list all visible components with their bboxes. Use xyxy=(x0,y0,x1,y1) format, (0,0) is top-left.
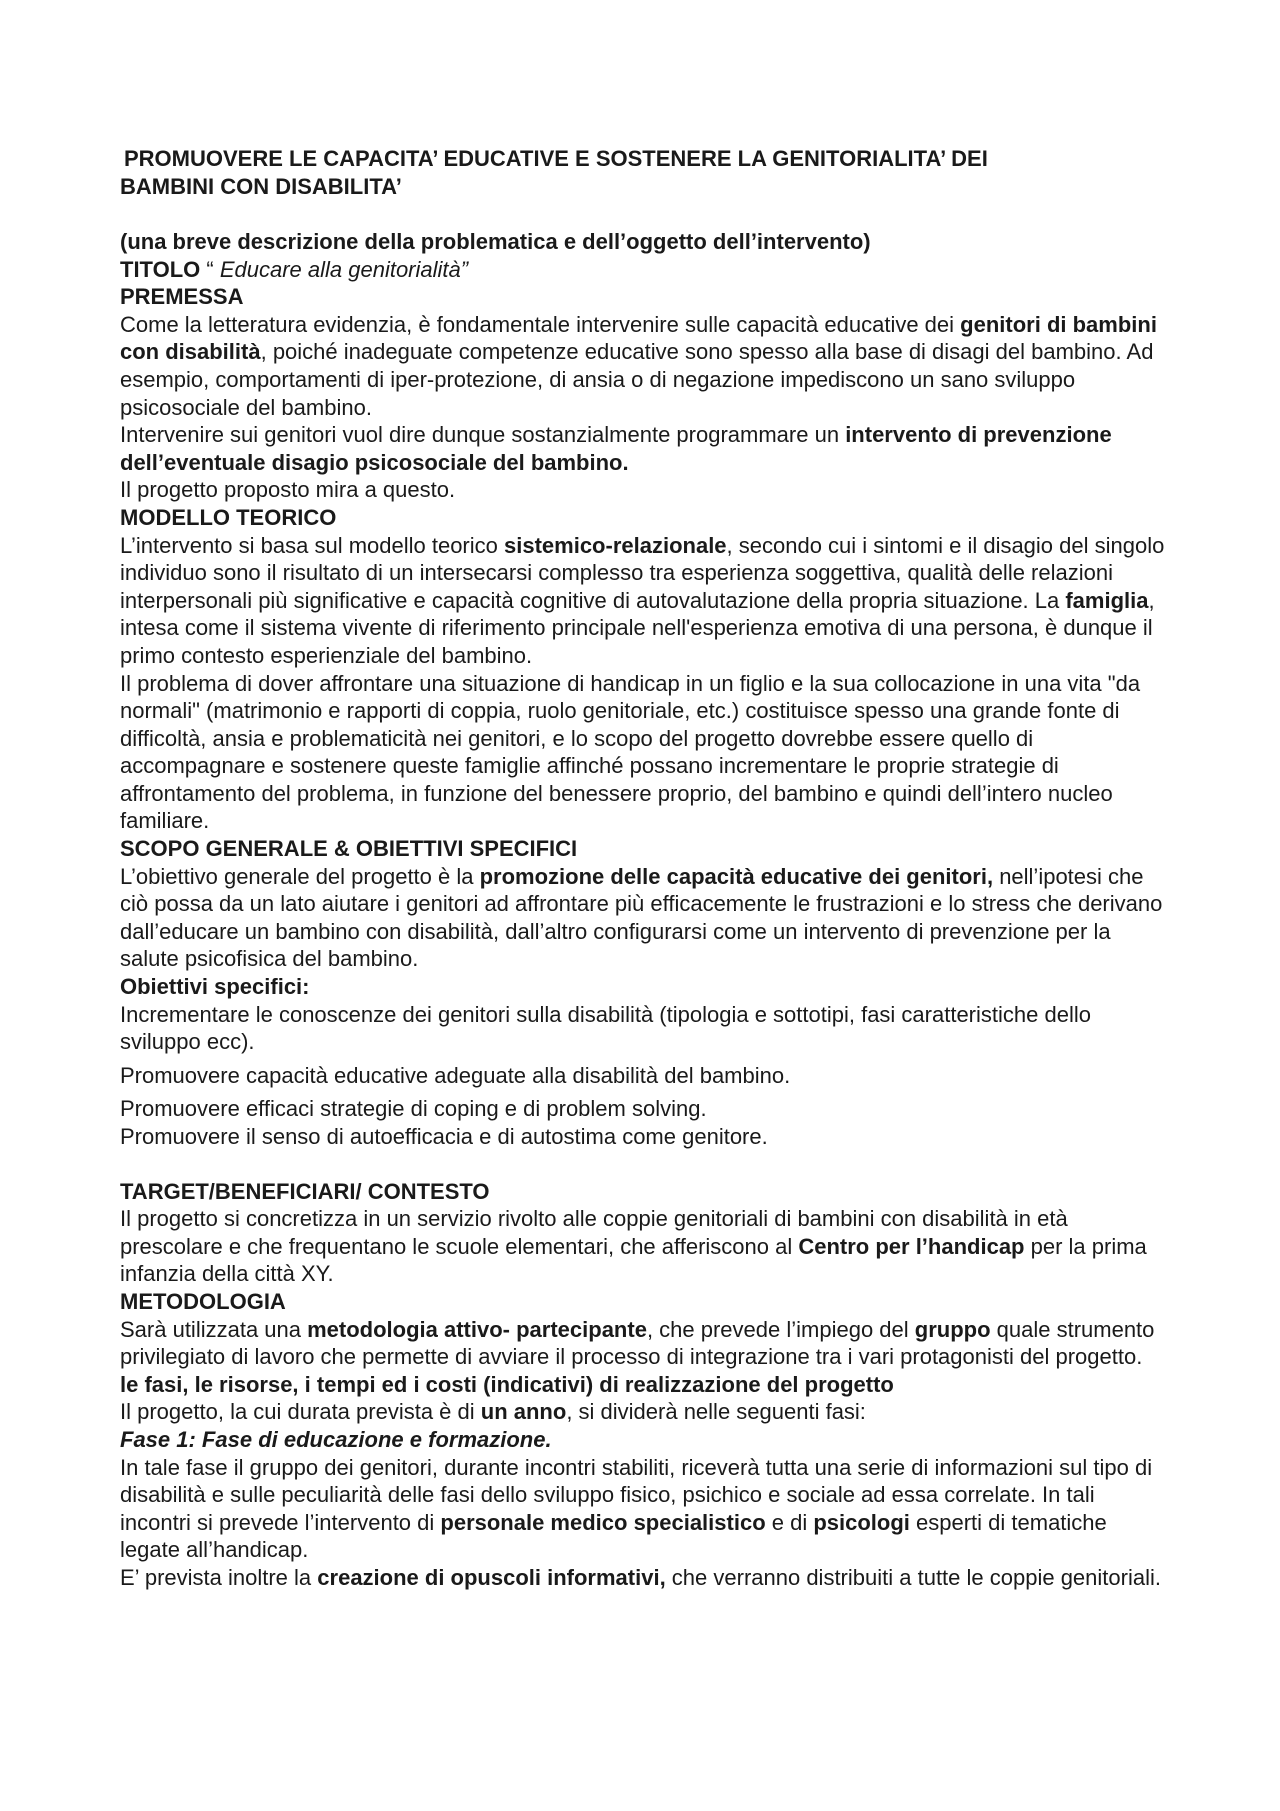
target-p1-text-a: Il progetto si concretizza in un servizio rivolto alle coppie genitoriali di bambini con disabilità in età prescolare e che frequentano le scuole elementari, che afferiscono al xyxy=(120,1206,1068,1259)
modello-paragraph-1 xyxy=(120,532,1170,670)
scopo-p1-text-c: nell’ipotesi che ciò possa da un lato aiutare i genitori ad affrontare più efficacemente le frustrazioni e lo stress che derivano dall’educare un bambino con disabilità, dall’altro configurarsi come un intervento di prevenzione per la salute psicofisica del bambino. xyxy=(120,863,1163,972)
fasi-heading: le fasi, le risorse, i tempi ed i costi (indicativi) di realizzazione del progetto xyxy=(120,1371,894,1397)
premessa-p2-text-a: Intervenire sui genitori vuol dire dunque sostanzialmente programmare un xyxy=(120,422,846,448)
fase1-p1-text-e: esperti di tematiche legate all’handicap. xyxy=(120,1509,1107,1563)
titolo-label: TITOLO xyxy=(120,256,201,282)
obiettivi-label: Obiettivi specifici: xyxy=(120,974,310,1000)
premessa-heading: PREMESSA xyxy=(120,284,244,310)
document-subtitle: (una breve descrizione della problematica e dell’oggetto dell’intervento) xyxy=(120,229,871,254)
target-p1-bold: Centro per l’handicap xyxy=(798,1233,1025,1259)
premessa-paragraph-2 xyxy=(120,421,1170,476)
scopo-paragraph-1 xyxy=(120,863,1170,973)
fase1-p2-text-c: che verranno distribuiti a tutte le coppie genitoriali. xyxy=(665,1564,1161,1590)
titolo-line xyxy=(120,256,1170,284)
modello-p1-text-c: , secondo cui i sintomi e il disagio del singolo individuo sono il risultato di un intersecarsi complesso tra esperienza soggettiva, qualità delle relazioni interpersonali più significative e capacità cognitive di autovalutazione della propria situazione. La xyxy=(120,532,1165,613)
spacer xyxy=(120,201,1170,228)
scopo-heading: SCOPO GENERALE & OBIETTIVI SPECIFICI xyxy=(120,836,578,862)
spacer xyxy=(120,1151,1170,1178)
fase1-p2-text-a: E’ prevista inoltre la xyxy=(120,1564,318,1590)
fase1-p1-bold-d: psicologi xyxy=(813,1509,910,1535)
titolo-value: Educare alla genitorialità” xyxy=(219,256,469,282)
metodologia-p1-bold-b: metodologia attivo- partecipante xyxy=(307,1316,647,1342)
fase1-p1-text-a: In tale fase il gruppo dei genitori, durante incontri stabiliti, riceverà tutta una serie di informazioni sul tipo di disabilità e sulle peculiarità delle fasi dello sviluppo fisico, psichico e sociale ad essa correlate. In tali incontri si prevede l’intervento di xyxy=(120,1454,1153,1535)
target-p1-text-c: per la prima infanzia della città XY. xyxy=(120,1233,1147,1287)
fasi-p1-text-a: Il progetto, la cui durata prevista è di xyxy=(120,1399,481,1425)
modello-heading: MODELLO TEORICO xyxy=(120,504,337,530)
fase1-heading: Fase 1: Fase di educazione e formazione. xyxy=(120,1426,552,1452)
fasi-paragraph-1 xyxy=(120,1398,1170,1426)
modello-paragraph-2: Il problema di dover affrontare una situazione di handicap in un figlio e la sua collocazione in una vita "da normali" (matrimonio e rapporti di coppia, ruolo genitoriale, etc.) costituisce spesso una grande fonte di difficoltà, ansia e problematicità nei genitori, e lo scopo del progetto dovrebbe essere quello di accompagnare e sostenere queste famiglie affinché possano incrementare le proprie strategie di affrontamento del problema, in funzione del benessere proprio, del bambino e quindi dell’intero nucleo familiare. xyxy=(120,670,1141,834)
fasi-p1-bold: un anno xyxy=(480,1399,567,1425)
metodologia-p1-text-a: Sarà utilizzata una xyxy=(120,1316,308,1342)
obiettivo-item: Promuovere il senso di autoefficacia e di autostima come genitore. xyxy=(120,1124,768,1149)
scopo-p1-text-a: L’obiettivo generale del progetto è la xyxy=(120,863,480,889)
modello-p1-text-a: L’intervento si basa sul modello teorico xyxy=(120,532,504,558)
premessa-p1-bold: genitori di bambini con disabilità xyxy=(120,311,1157,365)
fase1-p1-text-c: e di xyxy=(765,1509,814,1535)
scopo-p1-bold: promozione delle capacità educative dei genitori, xyxy=(479,863,994,889)
modello-p1-bold-d: famiglia xyxy=(1065,587,1149,613)
fase1-p2-bold: creazione di opuscoli informativi, xyxy=(317,1564,666,1590)
titolo-open-quote: “ xyxy=(200,256,220,282)
modello-p1-text-e: , intesa come il sistema vivente di riferimento principale nell'esperienza emotiva di una persona, è dunque il primo contesto esperienziale del bambino. xyxy=(120,587,1155,668)
metodologia-p1-text-e: quale strumento privilegiato di lavoro che permette di avviare il processo di integrazione tra i vari protagonisti del progetto. xyxy=(120,1316,1155,1370)
document-title-line-2: BAMBINI CON DISABILITA’ xyxy=(120,174,402,199)
obiettivo-item: Incrementare le conoscenze dei genitori sulla disabilità (tipologia e sottotipi, fasi caratteristiche dello sviluppo ecc). xyxy=(120,1001,1091,1055)
metodologia-heading: METODOLOGIA xyxy=(120,1288,286,1314)
premessa-p1-text-c: , poiché inadeguate competenze educative sono spesso alla base di disagi del bambino. Ad esempio, comportamenti di iper-protezione, di ansia o di negazione impediscono un sano sviluppo psicosociale del bambino. xyxy=(120,339,1154,420)
fase1-p1-bold-b: personale medico specialistico xyxy=(440,1509,766,1535)
metodologia-p1-text-c: , che prevede l’impiego del xyxy=(646,1316,915,1342)
premessa-paragraph-1 xyxy=(120,311,1170,421)
fase1-paragraph-1 xyxy=(120,1454,1170,1564)
document-title xyxy=(120,145,1170,201)
modello-p1-bold-b: sistemico-relazionale xyxy=(504,532,727,558)
obiettivo-item: Promuovere efficaci strategie di coping e di problem solving. xyxy=(120,1096,707,1122)
premessa-p2-bold: intervento di prevenzione dell’eventuale disagio psicosociale del bambino. xyxy=(120,422,1112,475)
document-title-line-1: PROMUOVERE LE CAPACITA’ EDUCATIVE E SOSTENERE LA GENITORIALITA’ DEI xyxy=(124,146,988,171)
metodologia-paragraph-1 xyxy=(120,1316,1170,1371)
metodologia-p1-bold-d: gruppo xyxy=(914,1316,991,1342)
target-heading: TARGET/BENEFICIARI/ CONTESTO xyxy=(120,1178,490,1204)
fase1-paragraph-2 xyxy=(120,1564,1170,1592)
premessa-p1-text-a: Come la letteratura evidenzia, è fondamentale intervenire sulle capacità educative dei xyxy=(120,311,961,337)
fasi-p1-text-c: , si dividerà nelle seguenti fasi: xyxy=(566,1399,866,1425)
premessa-paragraph-3: Il progetto proposto mira a questo. xyxy=(120,477,456,503)
obiettivo-item: Promuovere capacità educative adeguate alla disabilità del bambino. xyxy=(120,1062,791,1088)
target-paragraph-1 xyxy=(120,1205,1170,1288)
